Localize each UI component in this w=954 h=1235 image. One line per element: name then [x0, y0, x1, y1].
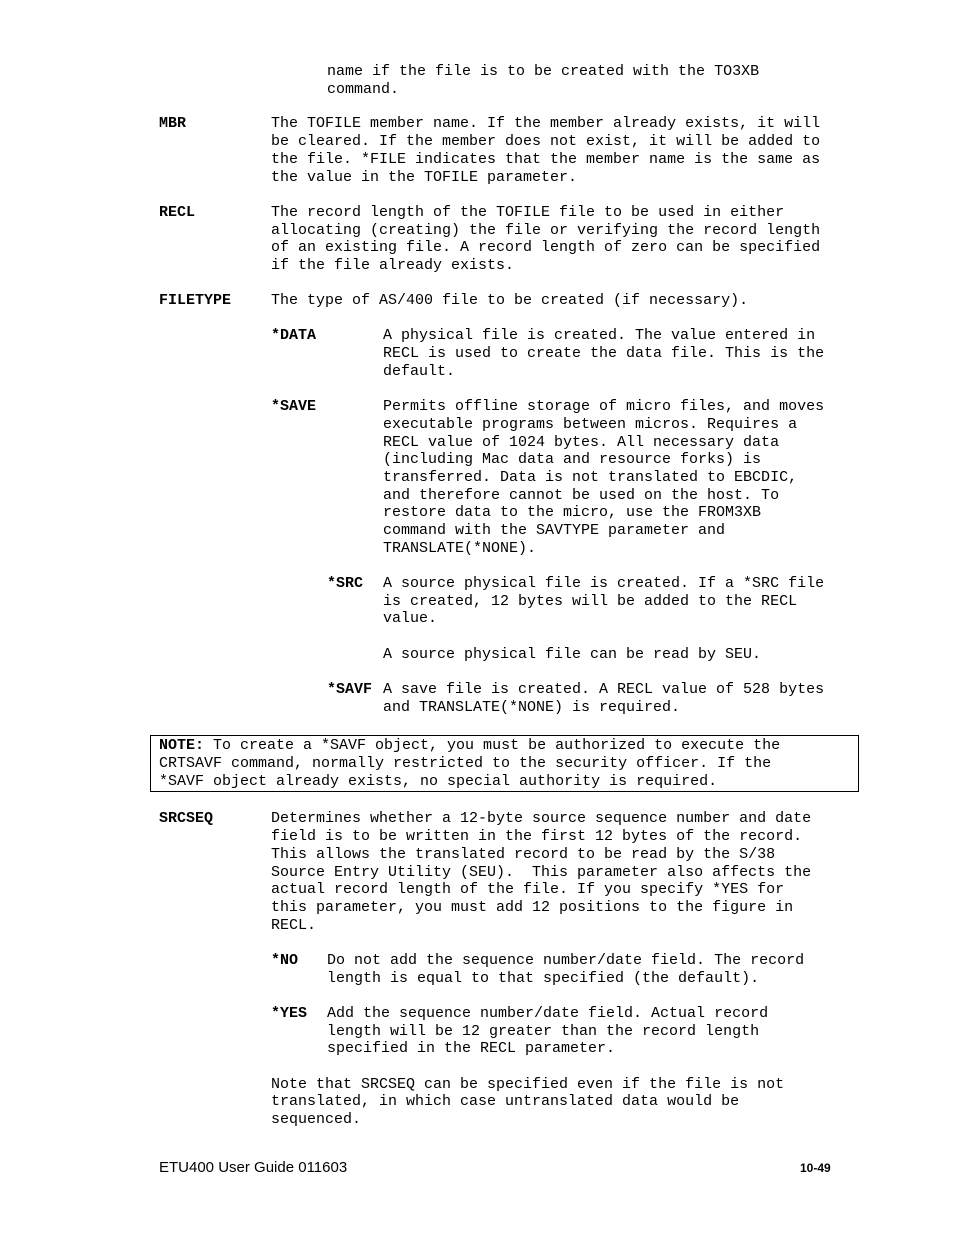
continuation-line-1: name if the file is to be created with the TO3XB: [327, 63, 760, 80]
mbr-desc-2: be cleared. If the member does not exist, it will be added to: [271, 133, 821, 150]
src-desc-3: value.: [383, 610, 438, 627]
srcseq-desc-5: actual record length of the file. If you specify *YES for: [271, 881, 785, 898]
src-term: *SRC: [327, 575, 364, 592]
save-desc-1: Permits offline storage of micro files, and moves: [383, 398, 825, 415]
mbr-desc-4: the value in the TOFILE parameter.: [271, 169, 578, 186]
srcseq-desc-2: field is to be written in the first 12 bytes of the record.: [271, 828, 803, 845]
data-desc-3: default.: [383, 363, 456, 380]
yes-desc-1: Add the sequence number/date field. Actual record: [327, 1005, 769, 1022]
save-desc-5: transferred. Data is not translated to EBCDIC,: [383, 469, 798, 486]
save-desc-7: restore data to the micro, use the FROM3XB: [383, 504, 762, 521]
src-extra: A source physical file can be read by SEU.: [383, 646, 762, 663]
src-desc-2: is created, 12 bytes will be added to the RECL: [383, 593, 798, 610]
save-desc-4: (including Mac data and resource forks) is: [383, 451, 762, 468]
recl-desc-2: allocating (creating) the file or verifying the record length: [271, 222, 821, 239]
srcseq-note-1: Note that SRCSEQ can be specified even if the file is not: [271, 1076, 785, 1093]
note-first-line: To create a *SAVF object, you must be authorized to execute the: [204, 737, 781, 754]
srcseq-desc-3: This allows the translated record to be read by the S/38: [271, 846, 776, 863]
yes-term: *YES: [271, 1005, 308, 1022]
continuation-line-2: command.: [327, 81, 400, 98]
no-desc-1: Do not add the sequence number/date field. The record: [327, 952, 805, 969]
savf-desc-2: and TRANSLATE(*NONE) is required.: [383, 699, 681, 716]
srcseq-desc-6: this parameter, you must add 12 positions to the figure in: [271, 899, 794, 916]
recl-desc-3: of an existing file. A record length of zero can be specified: [271, 239, 821, 256]
note-line-3: *SAVF object already exists, no special authority is required.: [159, 773, 718, 790]
mbr-term: MBR: [159, 115, 187, 132]
save-desc-3: RECL value of 1024 bytes. All necessary data: [383, 434, 780, 451]
save-desc-6: and therefore cannot be used on the host. To: [383, 487, 780, 504]
yes-desc-2: length will be 12 greater than the record length: [327, 1023, 760, 1040]
srcseq-desc-4: Source Entry Utility (SEU). This parameter also affects the: [271, 864, 812, 881]
no-desc-2: length is equal to that specified (the default).: [327, 970, 760, 987]
filetype-term: FILETYPE: [159, 292, 232, 309]
srcseq-note-2: translated, in which case untranslated data would be: [271, 1093, 740, 1110]
recl-term: RECL: [159, 204, 196, 221]
yes-desc-3: specified in the RECL parameter.: [327, 1040, 616, 1057]
srcseq-desc-7: RECL.: [271, 917, 317, 934]
savf-term: *SAVF: [327, 681, 373, 698]
recl-desc-1: The record length of the TOFILE file to be used in either: [271, 204, 785, 221]
note-line-2: CRTSAVF command, normally restricted to the security officer. If the: [159, 755, 772, 772]
srcseq-term: SRCSEQ: [159, 810, 214, 827]
recl-desc-4: if the file already exists.: [271, 257, 515, 274]
no-term: *NO: [271, 952, 299, 969]
savf-desc-1: A save file is created. A RECL value of 528 bytes: [383, 681, 825, 698]
src-desc-1: A source physical file is created. If a *SRC file: [383, 575, 825, 592]
save-term: *SAVE: [271, 398, 317, 415]
page-number: 10-49: [800, 1161, 831, 1175]
save-desc-8: command with the SAVTYPE parameter and: [383, 522, 726, 539]
note-label: NOTE:: [159, 737, 205, 754]
data-desc-1: A physical file is created. The value entered in: [383, 327, 816, 344]
data-desc-2: RECL is used to create the data file. This is the: [383, 345, 825, 362]
mbr-desc-3: the file. *FILE indicates that the member name is the same as: [271, 151, 821, 168]
data-term: *DATA: [271, 327, 317, 344]
footer-title: ETU400 User Guide 011603: [159, 1159, 348, 1176]
srcseq-note-3: sequenced.: [271, 1111, 362, 1128]
save-desc-9: TRANSLATE(*NONE).: [383, 540, 537, 557]
srcseq-desc-1: Determines whether a 12-byte source sequence number and date: [271, 810, 812, 827]
mbr-desc-1: The TOFILE member name. If the member already exists, it will: [271, 115, 821, 132]
save-desc-2: executable programs between micros. Requires a: [383, 416, 798, 433]
note-line-1: [159, 737, 780, 755]
filetype-desc-1: The type of AS/400 file to be created (if necessary).: [271, 292, 749, 309]
